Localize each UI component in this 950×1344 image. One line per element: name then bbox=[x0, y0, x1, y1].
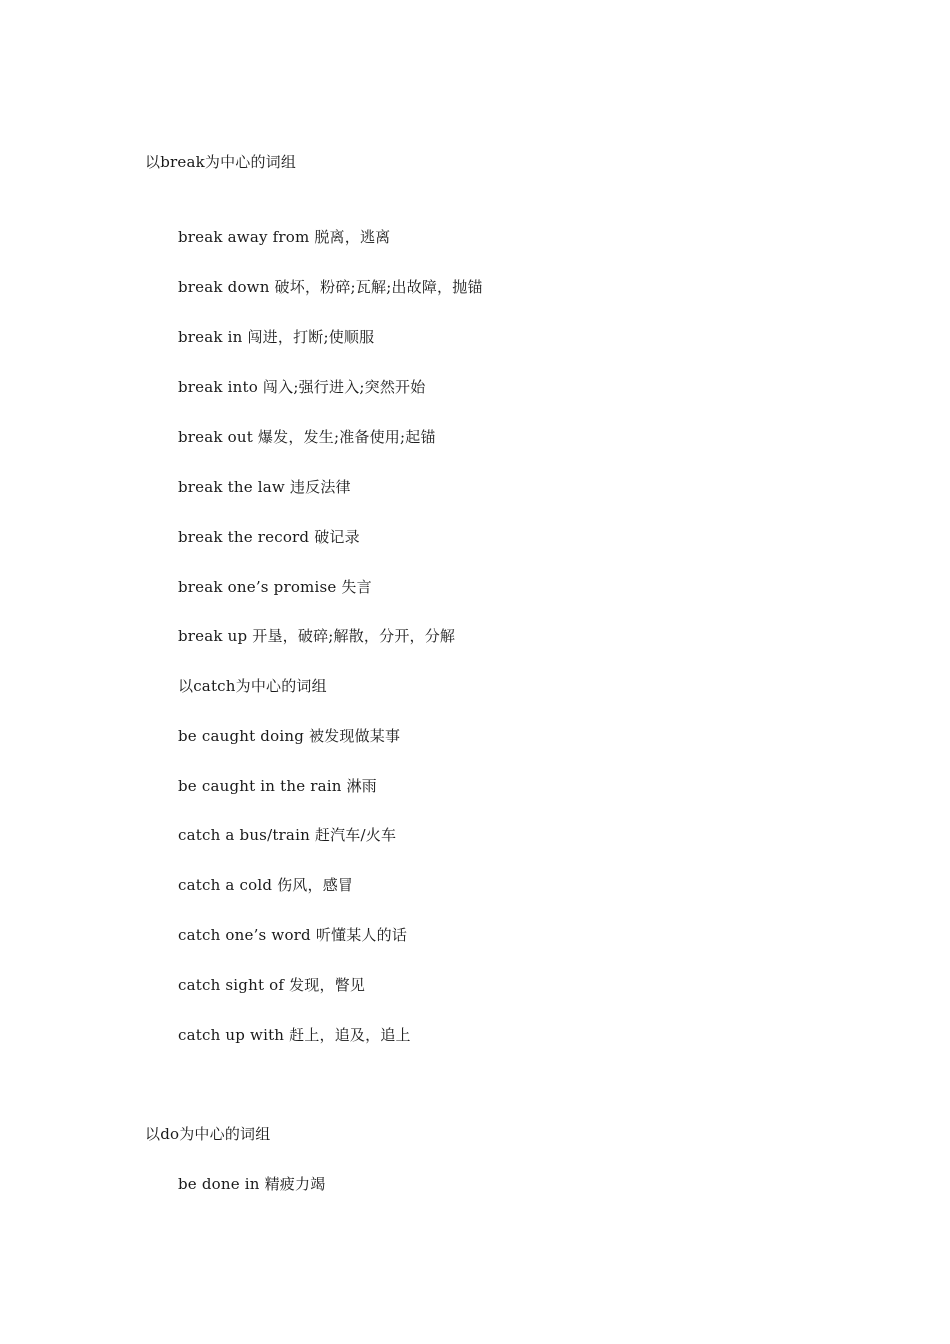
phrase-entry: catch up with 赶上，追及，追上 bbox=[178, 1026, 411, 1044]
phrase-entry: break one’s promise 失言 bbox=[178, 578, 372, 596]
phrase-entry: break down 破坏，粉碎;瓦解;出故障，抛锚 bbox=[178, 278, 483, 296]
phrase-entry: break in 闯进，打断;使顺服 bbox=[178, 328, 375, 346]
phrase-entry: break the record 破记录 bbox=[178, 528, 360, 546]
phrase-entry: break into 闯入;强行进入;突然开始 bbox=[178, 378, 426, 396]
section-heading-do: 以do为中心的词组 bbox=[145, 1125, 271, 1143]
phrase-entry: catch a cold 伤风，感冒 bbox=[178, 876, 354, 894]
phrase-entry: be caught in the rain 淋雨 bbox=[178, 777, 378, 795]
phrase-entry: be done in 精疲力竭 bbox=[178, 1175, 326, 1193]
phrase-entry: break up 开垦，破碎;解散，分开，分解 bbox=[178, 627, 456, 645]
phrase-entry: catch a bus/train 赶汽车/火车 bbox=[178, 826, 397, 844]
section-heading-catch: 以catch为中心的词组 bbox=[178, 677, 327, 695]
phrase-entry: break the law 违反法律 bbox=[178, 478, 351, 496]
phrase-entry: break out 爆发，发生;准备使用;起锚 bbox=[178, 428, 436, 446]
phrase-entry: catch sight of 发现，瞥见 bbox=[178, 976, 366, 994]
phrase-entry: break away from 脱离，逃离 bbox=[178, 228, 391, 246]
section-heading-break: 以break为中心的词组 bbox=[145, 153, 297, 171]
phrase-entry: be caught doing 被发现做某事 bbox=[178, 727, 401, 745]
phrase-entry: catch one’s word 听懂某人的话 bbox=[178, 926, 408, 944]
